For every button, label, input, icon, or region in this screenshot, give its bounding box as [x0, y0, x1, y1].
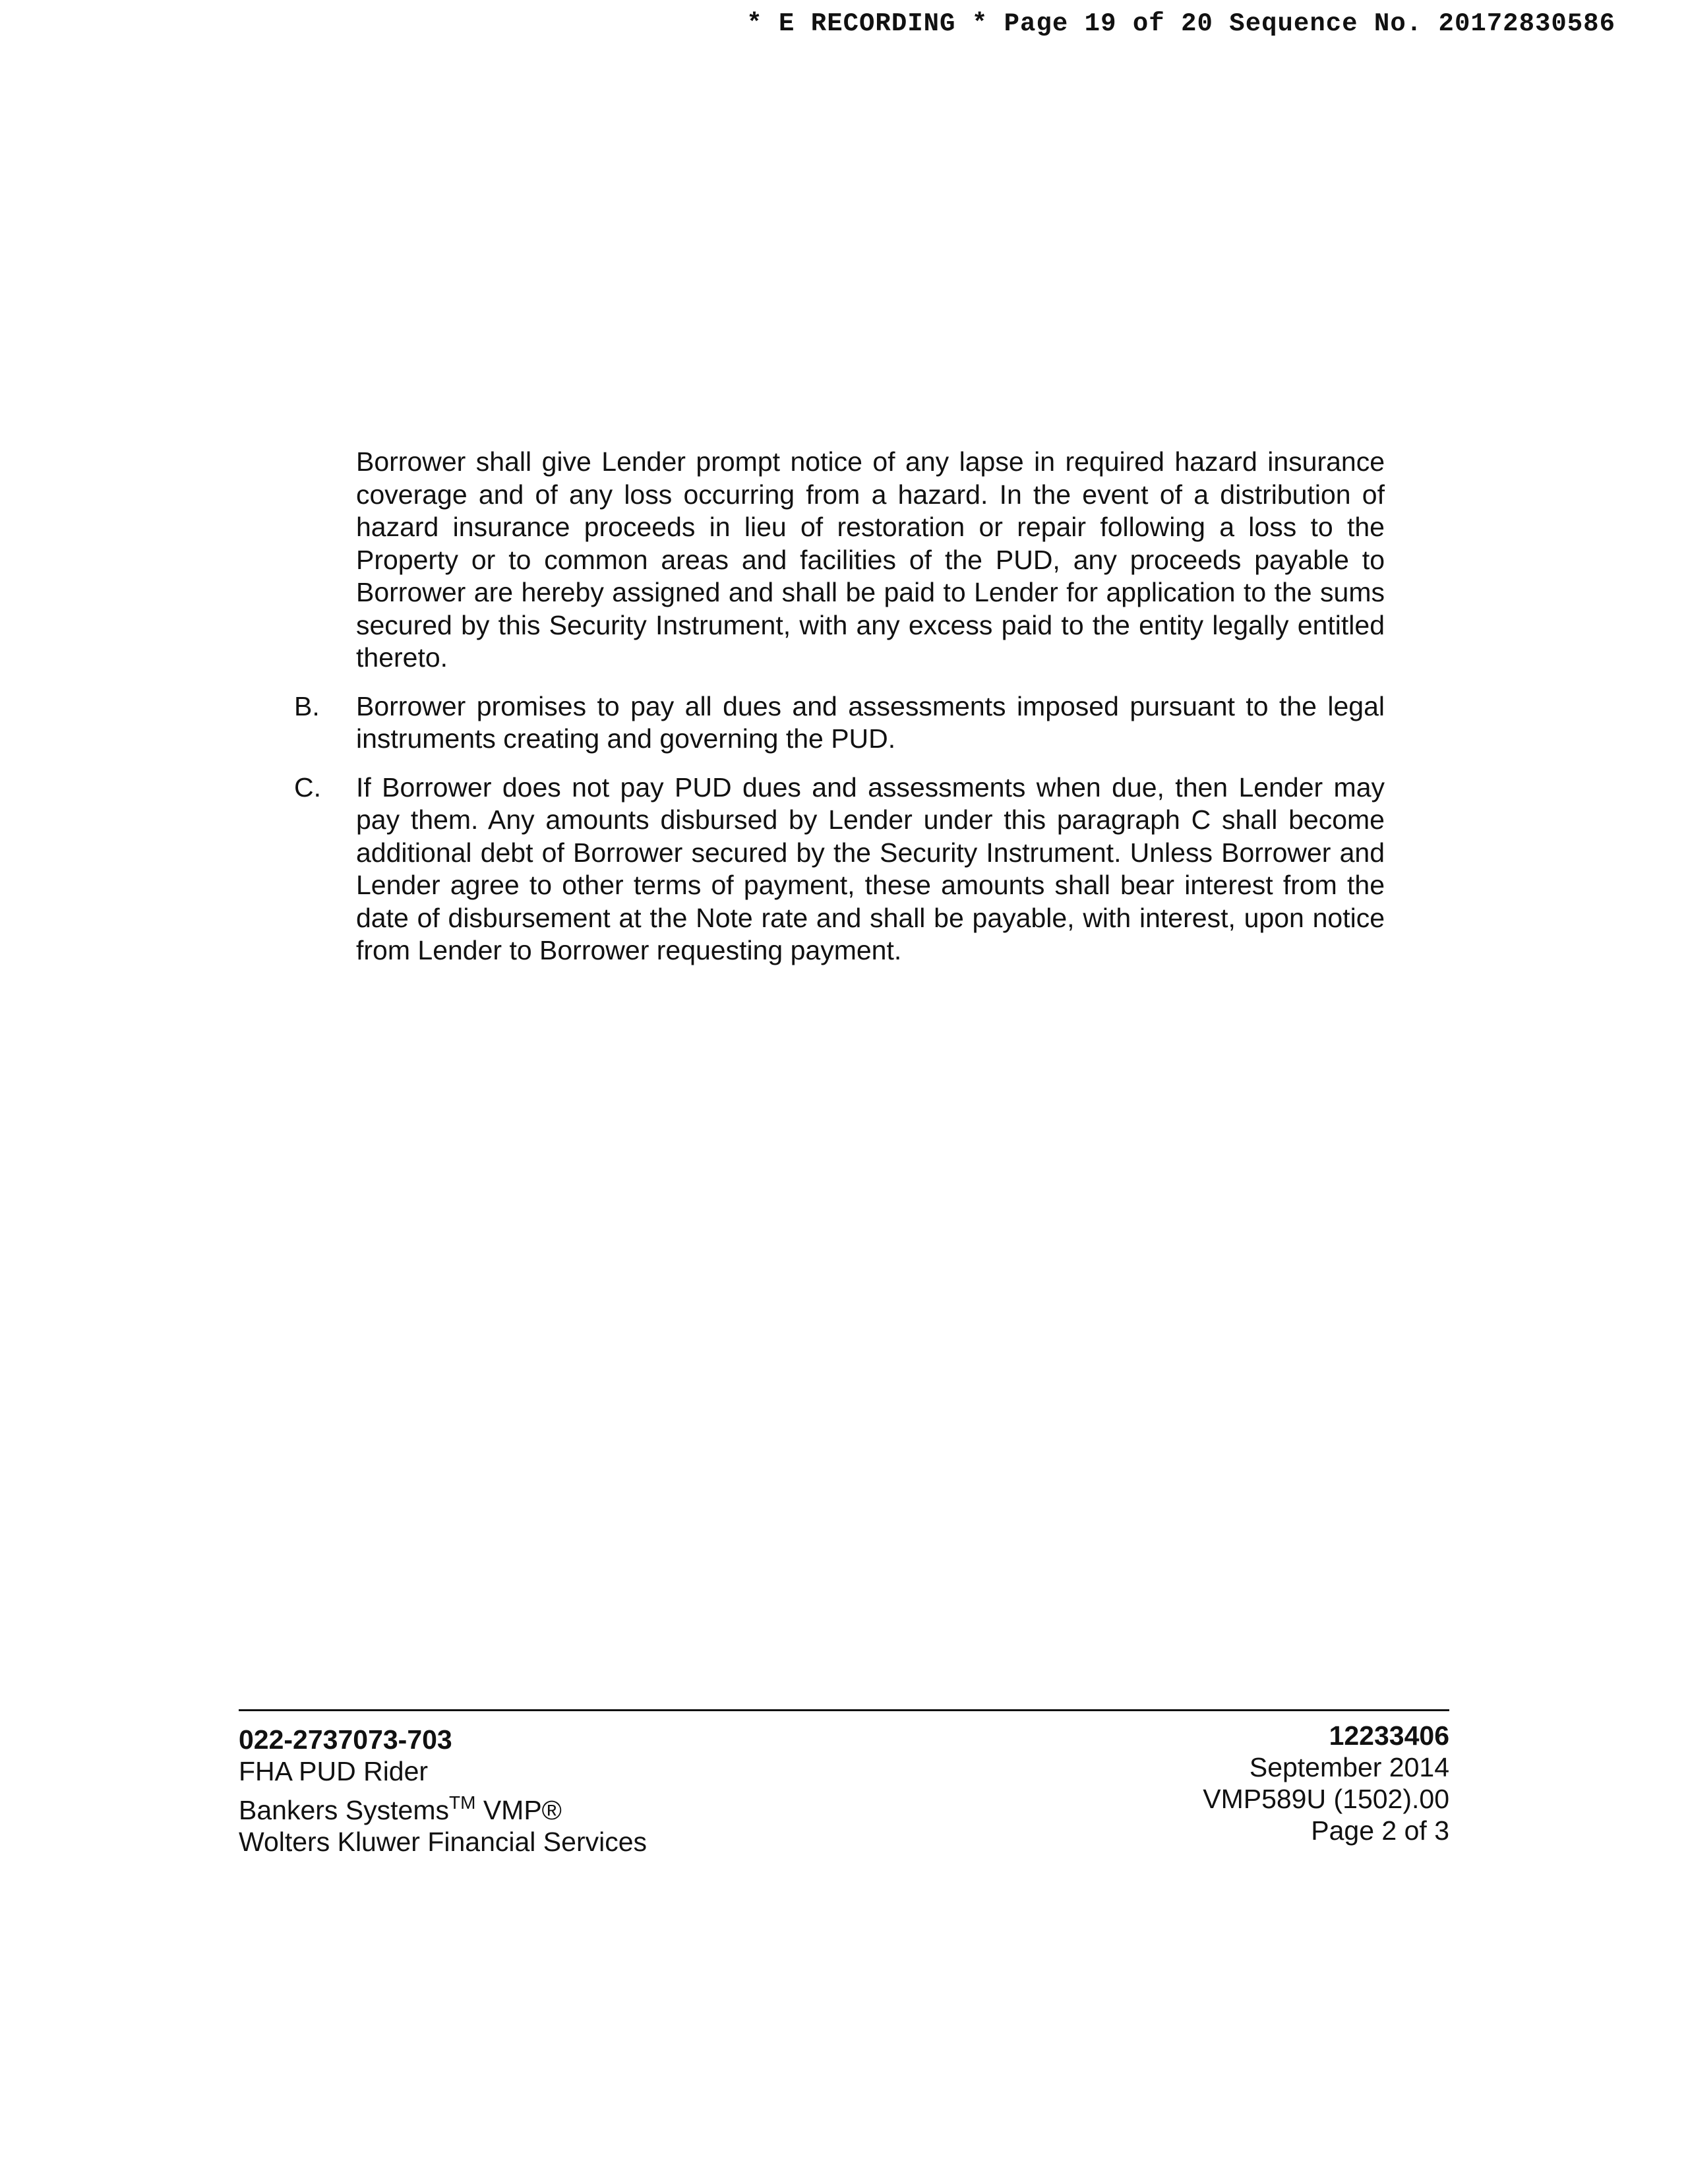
footer-divider	[239, 1709, 1449, 1711]
footer-right-block	[1203, 1720, 1449, 1846]
rider-body	[294, 446, 1385, 983]
recording-stamp: * E RECORDING * Page 19 of 20 Sequence No. 20172830586	[746, 9, 1615, 38]
item-marker: C.	[294, 772, 321, 803]
hazard-insurance-paragraph: Borrower shall give Lender prompt notice of any lapse in required hazard insurance coverage and of any loss occurring from a hazard. In the event of a distribution of hazard insurance proceeds in lieu of restoration or repair following a loss to the Property or to common areas and facilities of the PUD, any proceeds payable to Borrower are hereby assigned and shall be paid to Lender for application to the sums secured by this Security Instrument, with any excess paid to the entity legally entitled thereto.	[356, 446, 1385, 673]
item-marker: B.	[294, 690, 320, 721]
page-number: Page 2 of 3	[1311, 1815, 1449, 1846]
list-item-c	[294, 772, 1385, 967]
footer-left-block	[239, 1724, 647, 1858]
list-item-b	[294, 690, 1385, 756]
form-name: FHA PUD Rider	[239, 1756, 429, 1786]
loan-number: 022-2737073-703	[239, 1724, 452, 1755]
document-number: 12233406	[1329, 1720, 1449, 1751]
publisher-name: Wolters Kluwer Financial Services	[239, 1827, 648, 1857]
form-code: VMP589U (1502).00	[1203, 1784, 1449, 1814]
vendor-product: VMP®	[475, 1795, 562, 1825]
vendor-name: Bankers Systems	[239, 1795, 449, 1825]
item-text: If Borrower does not pay PUD dues and assessments when due, then Lender may pay them. Any amounts disbursed by Lender under this paragraph C shall become additional debt of Borrower secured by the Security Instrument. Unless Borrower and Lender agree to other terms of payment, these amounts shall bear interest from the date of disbursement at the Note rate and shall be payable, with interest, upon notice from Lender to Borrower requesting payment.	[356, 772, 1385, 965]
item-text: Borrower promises to pay all dues and assessments imposed pursuant to the legal instruments creating and governing the PUD.	[356, 690, 1385, 754]
vendor-line	[239, 1787, 647, 1826]
form-date: September 2014	[1249, 1752, 1449, 1782]
trademark-mark: TM	[449, 1792, 476, 1813]
